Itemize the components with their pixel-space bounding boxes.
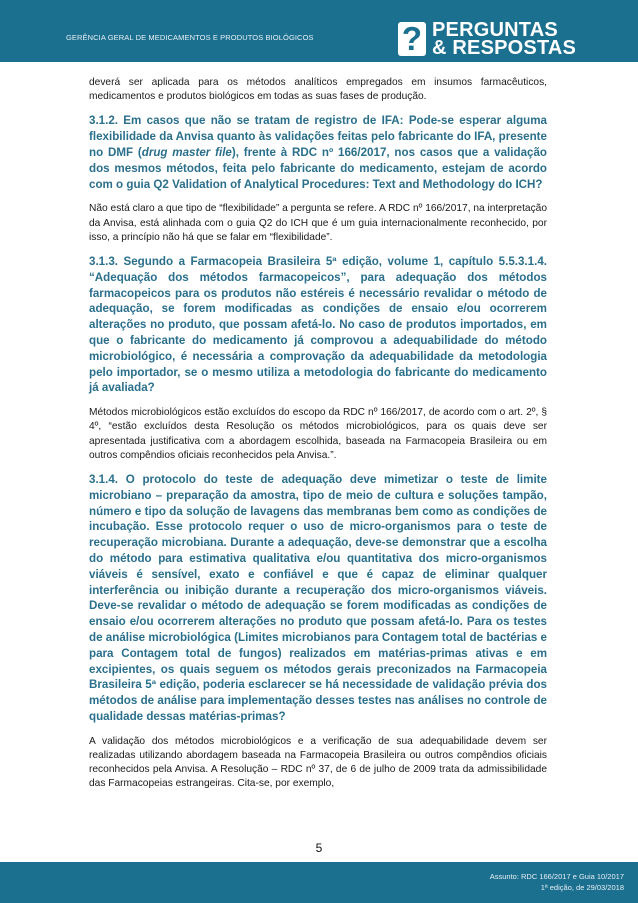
page-footer [0, 862, 638, 903]
question-3-1-2-text-a: 3.1.2. Em casos que não se tratam de registro de IFA: Pode-se esperar alguma flexibilidade da Anvisa quanto às validações feitas pelo fabricante do IFA, presente no DMF ( [89, 114, 547, 159]
question-3-1-2-italic-term: drug master file [141, 146, 232, 159]
question-mark-icon [398, 22, 426, 56]
logo-title-line1: PERGUNTAS [432, 19, 558, 41]
footer-edition: 1ª edição, de 29/03/2018 [540, 883, 624, 892]
answer-3-1-4: A validação dos métodos microbiológicos e a verificação de sua adequabilidade devem ser realizadas utilizando abordagem baseada na Farmacopeia Brasileira ou outros compêndios oficiais reconhecidos pela Anvisa. A Resolução – RDC nº 37, de 6 de julho de 2009 trata da admissibilidade das Farmacopeias estrangeiras. Cita-se, por exemplo, [89, 735, 547, 790]
answer-3-1-2: Não está claro a que tipo de “flexibilidade” a pergunta se refere. A RDC nº 166/2017, na interpretação da Anvisa, está alinhada com o guia Q2 do ICH que é um guia internacionalmente reconhecido, por isso, a princípio não há que se falar em “flexibilidade”. [89, 203, 547, 243]
logo-title-line2: & RESPOSTAS [432, 37, 577, 59]
intro-paragraph: deverá ser aplicada para os métodos analíticos empregados em insumos farmacêuticos, medicamentos e produtos biológicos em todas as suas fases de produção. [89, 77, 547, 103]
page-number: 5 [315, 841, 323, 855]
question-3-1-4: 3.1.4. O protocolo do teste de adequação deve mimetizar o teste de limite microbiano – preparação da amostra, tipo de meio de cultura e soluções tampão, número e tipo da solução de lavagens das membranas bem como as condições de incubação. Esse protocolo requer o uso de micro-organismos para o teste de recuperação microbiana. Durante a adequação, deve-se demonstrar que a escolha do método para estimativa qualitativa e/ou quantitativa dos micro-organismos viáveis é sensível, exato e confiável e que é capaz de eliminar qualquer interferência ou inibição durante a recuperação dos micro-organismos viáveis. Deve-se revalidar o método de adequação se forem modificadas as condições de ensaio e/ou ocorrerem alterações no produto que possam afetá-lo. Para os testes de análise microbiológica (Limites microbianos para Contagem total de bactérias e para Contagem total de fungos) realizados em matérias-primas ativas e em excipientes, os quais seguem os métodos gerais preconizados na Farmacopeia Brasileira 5ª edição, poderia esclarecer se há necessidade de validação prévia dos métodos de análise para implementação desses testes nas análises no controle de qualidade dessas matérias-primas? [89, 472, 547, 723]
question-3-1-2 [89, 113, 547, 192]
question-3-1-3: 3.1.3. Segundo a Farmacopeia Brasileira 5ª edição, volume 1, capítulo 5.5.3.1.4. “Adequação dos métodos farmacopeicos”, para adequação dos métodos farmacopeicos para os produtos não estéreis é necessário revalidar o método de adequação, se forem modificadas as condições de ensaio e/ou ocorrerem alterações no produto, que possam afetá-lo. No caso de produtos importados, em que o fabricante do medicamento já comprovou a adequabilidade do método microbiológico, é necessária a comprovação da adequabilidade da metodologia pelo importador, se o mesmo utiliza a metodologia do fabricante do medicamento já avaliada? [89, 255, 547, 395]
answer-3-1-3: Métodos microbiológicos estão excluídos do escopo da RDC nº 166/2017, de acordo com o art. 2º, § 4º, “estão excluídos desta Resolução os métodos microbiológicos, para os quais deve ser apresentada justificativa com a abordagem escolhida, baseada na Farmacopeia Brasileira ou em outros compêndios oficiais reconhecidos pela Anvisa.”. [89, 407, 547, 461]
footer-subject: Assunto: RDC 166/2017 e Guia 10/2017 [489, 872, 624, 881]
question-3-1-2-text-b: ), frente à RDC nº 166/2017, nos casos que a validação dos mesmos métodos, feita pelo fabricante do medicamento, estejam de acordo com o guia Q2 Validation of Analytical Procedures: Text and Methodology do ICH? [89, 146, 547, 191]
page-header [0, 0, 638, 62]
document-body [89, 76, 547, 792]
agency-name: GERÊNCIA GERAL DE MEDICAMENTOS E PRODUTOS BIOLÓGICOS [66, 33, 314, 42]
logo-question-symbol: ? [401, 20, 423, 57]
